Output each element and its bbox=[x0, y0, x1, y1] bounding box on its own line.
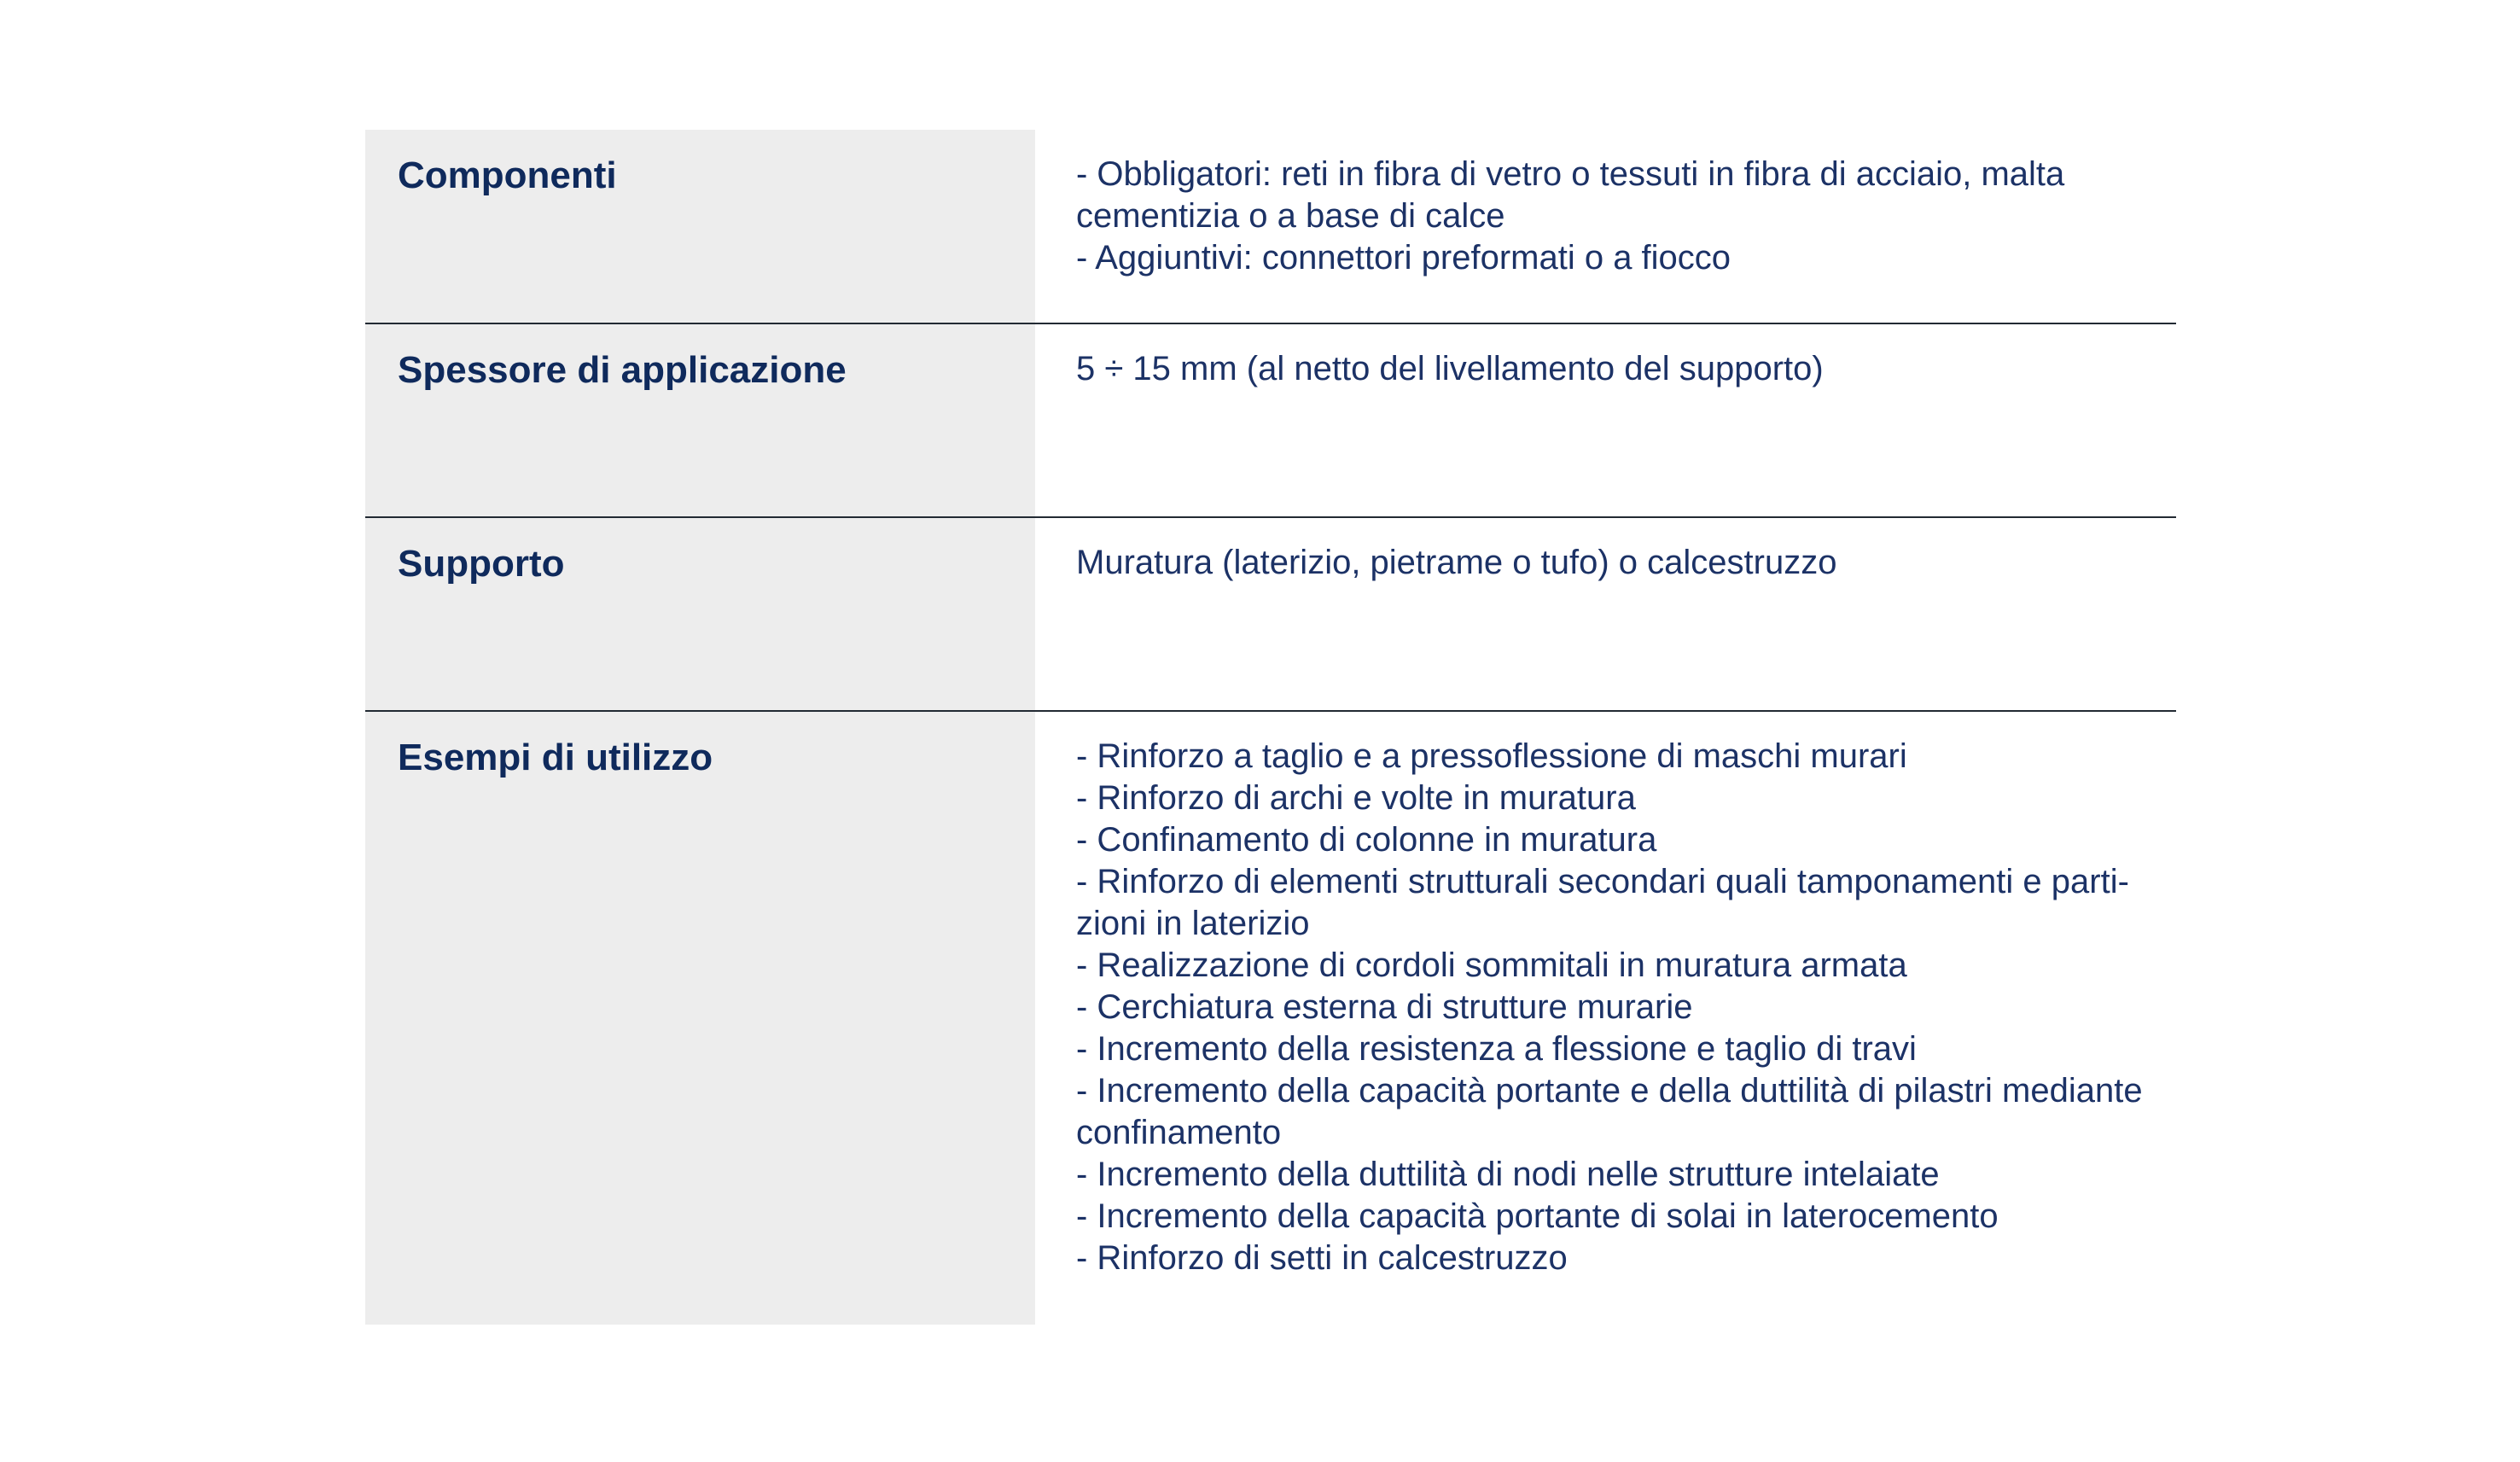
row-label: Esempi di utilizzo bbox=[398, 737, 713, 778]
value-line: 5 ÷ 15 mm (al netto del livellamento del supporto) bbox=[1076, 350, 1824, 387]
value-line: cementizia o a base di calce bbox=[1076, 197, 1505, 235]
table-row-supporto bbox=[365, 516, 2176, 710]
value-line: - Realizzazione di cordoli sommitali in muratura armata bbox=[1076, 947, 1907, 984]
label-cell bbox=[365, 712, 1035, 1325]
value-line: - Cerchiatura esterna di strutture murarie bbox=[1076, 988, 1693, 1026]
value-line: - Aggiuntivi: connettori preformati o a fiocco bbox=[1076, 239, 1731, 277]
value-cell bbox=[1035, 130, 2176, 323]
value-line: - Incremento della capacità portante di solai in laterocemento bbox=[1076, 1197, 1999, 1235]
value-line: - Incremento della duttilità di nodi nelle strutture intelaiate bbox=[1076, 1156, 1940, 1193]
spec-table bbox=[365, 130, 2176, 1325]
table-row-componenti bbox=[365, 130, 2176, 323]
value-cell bbox=[1035, 712, 2177, 1325]
label-cell bbox=[365, 324, 1035, 516]
value-line: - Rinforzo di archi e volte in muratura bbox=[1076, 779, 1636, 817]
row-label: Componenti bbox=[398, 154, 617, 196]
value-line: - Rinforzo di elementi strutturali secondari quali tamponamenti e parti- bbox=[1076, 863, 2129, 900]
value-line: - Rinforzo a taglio e a pressoflessione di maschi murari bbox=[1076, 737, 1907, 775]
value-line: - Confinamento di colonne in muratura bbox=[1076, 821, 1657, 859]
label-cell bbox=[365, 518, 1035, 710]
value-line: zioni in laterizio bbox=[1076, 905, 1310, 942]
table-row-spessore bbox=[365, 323, 2176, 516]
value-line: - Incremento della capacità portante e della duttilità di pilastri mediante bbox=[1076, 1072, 2143, 1110]
table-row-esempi bbox=[365, 710, 2176, 1325]
row-label: Supporto bbox=[398, 543, 565, 585]
value-line: - Rinforzo di setti in calcestruzzo bbox=[1076, 1239, 1568, 1277]
value-cell bbox=[1035, 518, 2176, 710]
value-line: - Incremento della resistenza a flessione e taglio di travi bbox=[1076, 1030, 1917, 1068]
value-line: confinamento bbox=[1076, 1114, 1282, 1151]
label-cell bbox=[365, 130, 1035, 323]
row-label: Spessore di applicazione bbox=[398, 349, 847, 391]
value-line: Muratura (laterizio, pietrame o tufo) o calcestruzzo bbox=[1076, 544, 1837, 581]
value-cell bbox=[1035, 324, 2176, 516]
value-line: - Obbligatori: reti in fibra di vetro o tessuti in fibra di acciaio, malta bbox=[1076, 155, 2065, 193]
